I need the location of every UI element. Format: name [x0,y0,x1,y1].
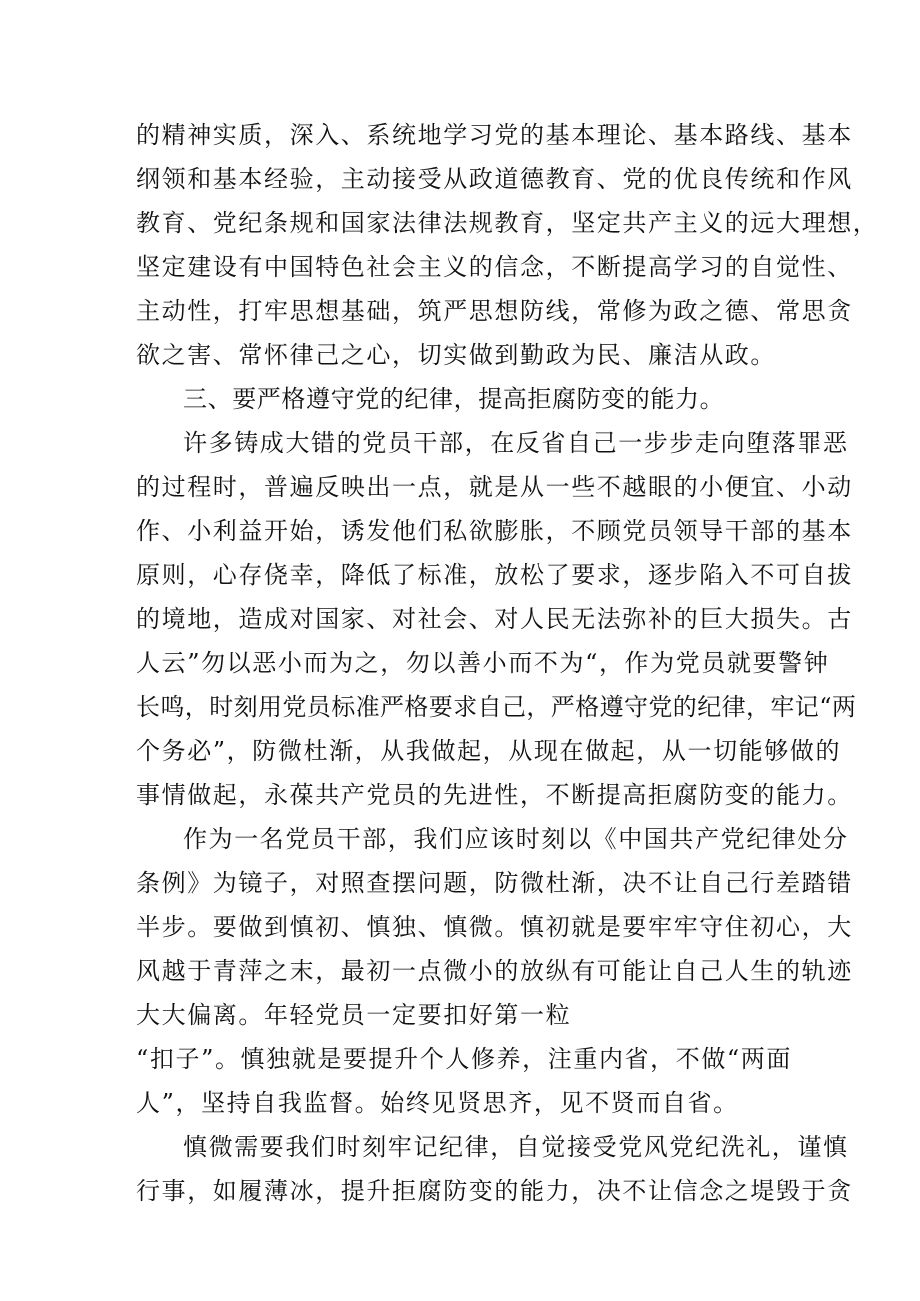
body-text-line: 的精神实质，深入、系统地学习党的基本理论、基本路线、基本 [136,121,853,149]
body-text-line: 人”，坚持自我监督。始终见贤思齐，见不贤而自省。 [136,1089,739,1117]
body-text-line: 原则，心存侥幸，降低了标准，放松了要求，逐步陷入不可自拔 [136,561,853,589]
paragraph-start-line: 作为一名党员干部，我们应该时刻以《中国共产党纪律处分 [183,825,849,853]
body-text-line: 半步。要做到慎初、慎独、慎微。慎初就是要牢牢守住初心，大 [136,913,853,941]
section-heading: 三、要严格遵守党的纪律，提高拒腐防变的能力。 [183,385,725,413]
body-text-line: 欲之害、常怀律己之心，切实做到勤政为民、廉洁从政。 [136,341,776,369]
body-text-line: 作、小利益开始，诱发他们私欲膨胀，不顾党员领导干部的基本 [136,517,853,545]
body-text-line: “扣子”。慎独就是要提升个人修养，注重内省，不做“两面 [136,1045,793,1073]
body-text-line: 个务必”，防微杜渐，从我做起，从现在做起，从一切能够做的 [136,737,842,765]
paragraph-start-line: 许多铸成大错的党员干部，在反省自己一步步走向堕落罪恶 [183,429,849,457]
body-text-line: 坚定建设有中国特色社会主义的信念，不断提高学习的自觉性、 [136,253,853,281]
body-text-line: 的境地，造成对国家、对社会、对人民无法弥补的巨大损失。古 [136,605,853,633]
body-text-line: 条例》为镜子，对照查摆问题，防微杜渐，决不让自己行差踏错 [136,869,853,897]
body-text-line: 风越于青萍之末，最初一点微小的放纵有可能让自己人生的轨迹 [136,957,853,985]
body-text-line: 大大偏离。年轻党员一定要扣好第一粒 [136,1001,572,1029]
body-text-line: 教育、党纪条规和国家法律法规教育，坚定共产主义的远大理想， [136,209,879,237]
body-text-line: 的过程时，普遍反映出一点，就是从一些不越眼的小便宜、小动 [136,473,853,501]
body-text-line: 事情做起，永葆共产党员的先进性，不断提高拒腐防变的能力。 [136,781,853,809]
body-text-line: 人云”勿以恶小而为之，勿以善小而不为“，作为党员就要警钟 [136,649,830,677]
body-text-line: 行事，如履薄冰，提升拒腐防变的能力，决不让信念之堤毁于贪 [136,1177,853,1205]
body-text-line: 纲领和基本经验，主动接受从政道德教育、党的优良传统和作风 [136,165,853,193]
body-text-line: 主动性，打牢思想基础，筑严思想防线，常修为政之德、常思贪 [136,297,853,325]
paragraph-start-line: 慎微需要我们时刻牢记纪律，自觉接受党风党纪洗礼，谨慎 [183,1133,849,1161]
body-text-line: 长鸣，时刻用党员标准严格要求自己，严格遵守党的纪律，牢记“两 [136,693,857,721]
